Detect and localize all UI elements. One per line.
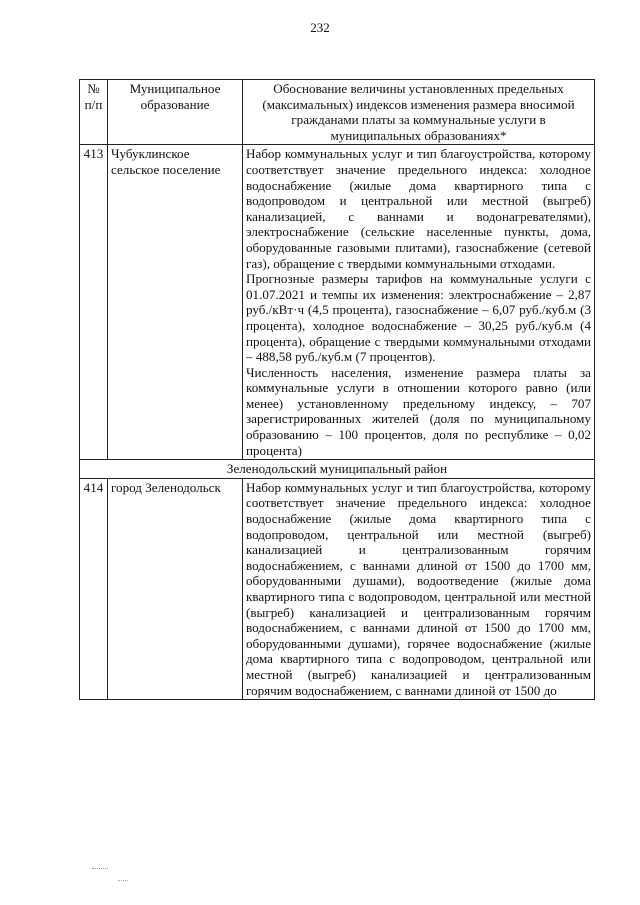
justification-cell	[243, 478, 595, 699]
table-header-row	[80, 80, 595, 145]
scan-artifact	[92, 868, 108, 873]
section-row	[80, 460, 595, 479]
page-number: 232	[310, 20, 330, 35]
justification-paragraph: Прогнозные размеры тарифов на коммунальные услуги с 01.07.2021 и темпы их изменения: электроснабжение – 2,87 руб./кВт·ч (4,5 процента), газоснабжение – 6,07 руб./куб.м (3 процента), холодное водоснабжение – 30,25 руб./куб.м (4 процента), обращение с твердыми коммунальными отходами – 488,58 руб./куб.м (7 процентов).	[246, 271, 591, 365]
table-row	[80, 145, 595, 460]
municipality-name: город Зеленодольск	[108, 478, 243, 699]
justification-cell	[243, 145, 595, 460]
header-municipality: Муниципальное образование	[108, 80, 243, 145]
justification-paragraph: Численность населения, изменение размера платы за коммунальные услуги в отношении которого равно (или менее) установленному предельному индексу, – 707 зарегистрированных жителей (доля по муниципальному образованию – 100 процентов, доля по республике – 0,02 процента)	[246, 364, 591, 458]
district-heading: Зеленодольский муниципальный район	[80, 460, 595, 479]
table-row	[80, 478, 595, 699]
header-num: № п/п	[80, 80, 108, 145]
header-justification: Обоснование величины установленных предельных (максимальных) индексов изменения размера вносимой гражданами платы за коммунальные услуги в муниципальных образованиях*	[243, 80, 595, 145]
scan-artifact	[118, 880, 128, 885]
row-number: 414	[80, 478, 108, 699]
justification-paragraph: Набор коммунальных услуг и тип благоустройства, которому соответствует значение предельного индекса: холодное водоснабжение (жилые дома квартирного типа с водопроводом и центральной или местной (выгреб) канализацией, с ваннами и водонагревателями), электроснабжение (сельские населенные пункты, дома, оборудованные газовыми плитами), газоснабжение (сетевой газ), обращение с твердыми коммунальными отходами.	[246, 146, 591, 271]
municipality-name: Чубуклинское сельское поселение	[108, 145, 243, 460]
tariff-index-table	[79, 79, 595, 700]
row-number: 413	[80, 145, 108, 460]
justification-paragraph: Набор коммунальных услуг и тип благоустройства, которому соответствует значение предельного индекса: холодное водоснабжение (жилые дома квартирного типа с водопроводом, центральной или местной (выгреб) канализацией и централизованным горячим водоснабжением, с ваннами длиной от 1500 до 1700 мм, оборудованными душами), водоотведение (жилые дома квартирного типа с водопроводом, центральной или местной (выгреб) канализацией и централизованным горячим водоснабжением, с ваннами длиной от 1500 до 1700 мм, оборудованными душами), горячее водоснабжение (жилые дома квартирного типа с водопроводом, центральной или местной (выгреб) канализацией и централизованным горячим водоснабжением, с ваннами длиной от 1500 до	[246, 479, 591, 698]
